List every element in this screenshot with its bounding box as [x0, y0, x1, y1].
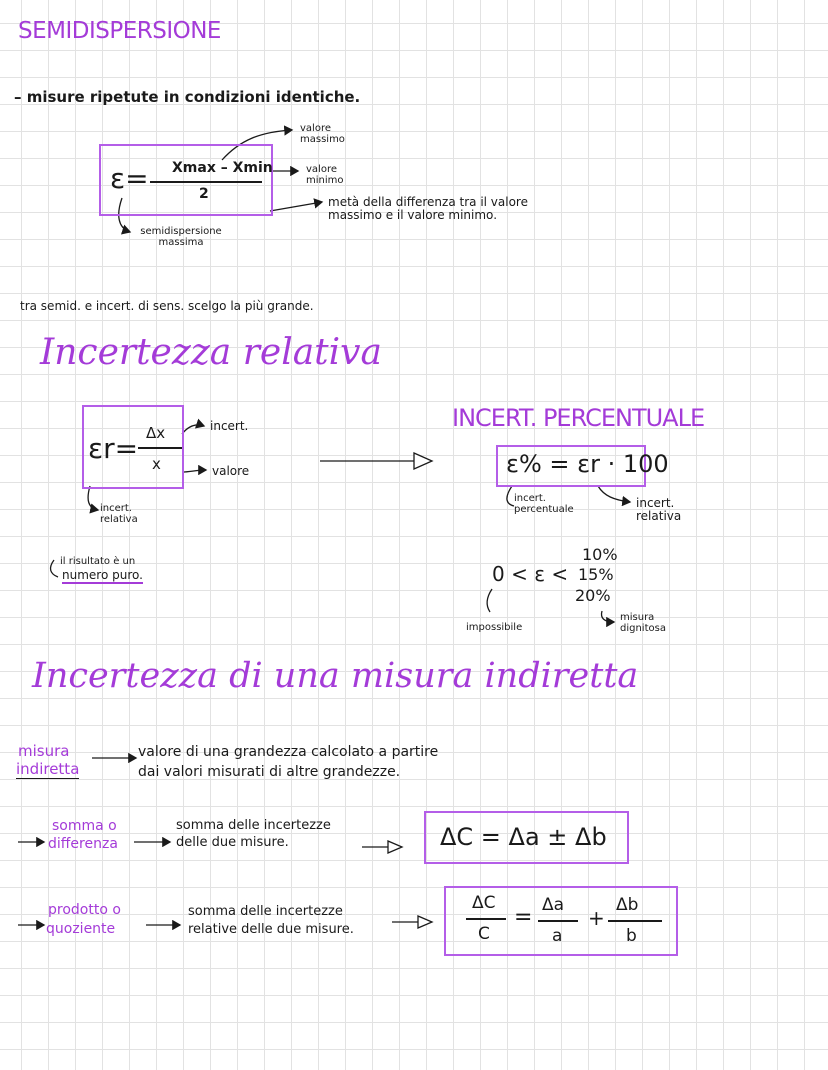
note-impossibile: impossibile: [466, 622, 523, 633]
relativa-numerator: Δx: [146, 424, 166, 442]
percent-value-20: 20%: [575, 586, 611, 605]
note-incert-percentuale: incert. percentuale: [514, 493, 574, 515]
relativa-denominator: x: [152, 455, 161, 473]
percent-value-10: 10%: [582, 545, 618, 564]
somma-text-line1: somma delle incertezze: [176, 818, 331, 833]
prodotto-lhs-line: [466, 918, 506, 920]
somma-formula: ΔC = Δa ± Δb: [440, 823, 607, 851]
term-prodotto: prodotto o: [48, 902, 121, 918]
term-indiretta: indiretta: [16, 760, 80, 778]
prodotto-b-num: Δb: [616, 895, 639, 915]
formula-numerator: Xmax – Xmin: [172, 160, 273, 176]
note-incert: incert.: [210, 419, 249, 433]
note-valore-massimo: valore massimo: [300, 123, 345, 145]
term-differenza: differenza: [48, 836, 118, 852]
percent-value-15: 15%: [578, 565, 614, 584]
prodotto-lhs-num: ΔC: [472, 893, 496, 913]
term-misura: misura: [18, 742, 70, 760]
section-title-incertezza-relativa: Incertezza relativa: [40, 332, 382, 373]
somma-text-line2: delle due misure.: [176, 835, 289, 850]
note-semidispersione-massima: semidispersione massima: [140, 226, 222, 248]
note-valore: valore: [212, 464, 250, 478]
prodotto-b-den: b: [626, 926, 637, 946]
prodotto-eq: =: [514, 905, 533, 930]
note-valore-minimo: valore minimo: [306, 164, 344, 186]
note-risultato: il risultato è un: [60, 556, 136, 567]
note-meta-differenza: metà della differenza tra il valore massimo e il valore minimo.: [328, 195, 528, 222]
percentuale-formula: ε% = εr · 100: [506, 450, 669, 478]
rule-text: tra semid. e incert. di sens. scelgo la più grande.: [20, 299, 314, 313]
prodotto-a-den: a: [552, 926, 563, 946]
prodotto-a-line: [538, 920, 578, 922]
note-incert-relativa: incert. relativa: [100, 503, 138, 525]
prodotto-lhs-den: C: [478, 924, 490, 944]
prodotto-text-line1: somma delle incertezze: [188, 904, 343, 919]
formula-denominator: 2: [199, 186, 209, 202]
semidispersione-intro: – misure ripetute in condizioni identiche.: [14, 88, 361, 106]
note-incert-relativa-2: incert. relativa: [636, 496, 682, 523]
relativa-fraction-line: [138, 447, 182, 449]
term-quoziente: quoziente: [46, 921, 116, 937]
formula-lhs: ε=: [110, 162, 149, 195]
prodotto-text-line2: relative delle due misure.: [188, 922, 354, 937]
percentuale-title: INCERT. PERCENTUALE: [452, 404, 705, 432]
note-misura-dignitosa: misura dignitosa: [620, 612, 666, 634]
definition-line2: dai valori misurati di altre grandezze.: [138, 764, 401, 780]
term-somma: somma o: [52, 818, 117, 834]
note-numero-puro: numero puro.: [62, 568, 143, 582]
section-title-misura-indiretta: Incertezza di una misura indiretta: [32, 656, 639, 696]
fraction-line: [150, 181, 262, 183]
relativa-formula-lhs: εr=: [88, 432, 139, 465]
section-title-semidispersione: SEMIDISPERSIONE: [18, 18, 221, 44]
prodotto-a-num: Δa: [542, 895, 565, 915]
definition-line1: valore di una grandezza calcolato a partire: [138, 744, 439, 760]
percent-range: 0 < ε <: [492, 562, 569, 586]
prodotto-b-line: [608, 920, 662, 922]
prodotto-plus: +: [588, 906, 605, 930]
